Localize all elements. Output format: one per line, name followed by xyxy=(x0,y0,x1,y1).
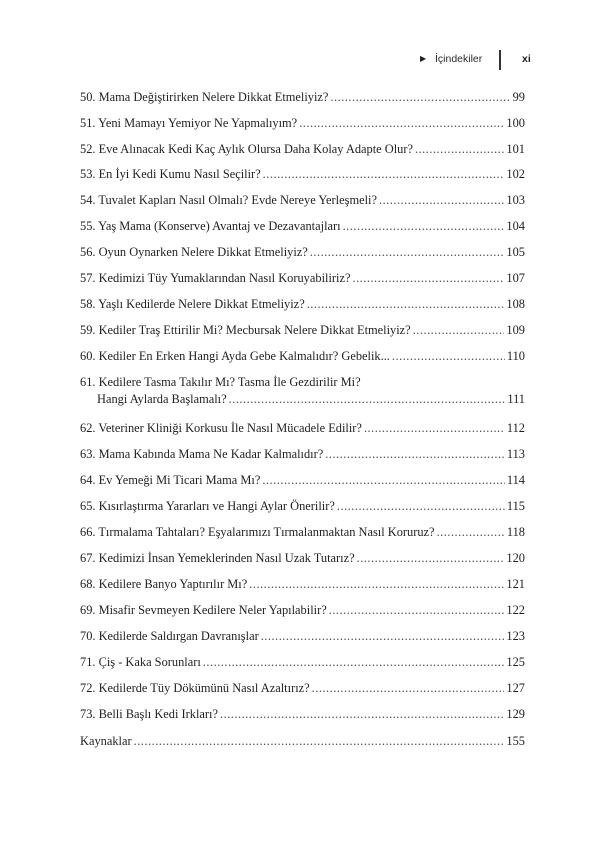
toc-entry-page: 101 xyxy=(506,142,525,156)
toc-entry[interactable] xyxy=(80,472,525,489)
leader-dots xyxy=(307,296,505,313)
toc-entry-page: 107 xyxy=(506,271,525,285)
leader-dots xyxy=(261,628,505,645)
toc-entry-title: 64. Ev Yemeği Mi Ticari Mama Mı? xyxy=(80,473,261,487)
toc-entry-page: 120 xyxy=(506,551,525,565)
toc-entry-title: 62. Veteriner Kliniği Korkusu İle Nasıl Mücadele Edilir? xyxy=(80,421,362,435)
toc-entry-page: 109 xyxy=(506,323,525,337)
toc-entry[interactable] xyxy=(80,244,525,261)
leader-dots xyxy=(357,550,505,567)
leader-dots xyxy=(330,89,510,106)
toc-entry[interactable] xyxy=(80,498,525,515)
toc-entry-title: 55. Yaş Mama (Konserve) Avantaj ve Dezavantajları xyxy=(80,219,341,233)
toc-entry-title: 67. Kedimizi İnsan Yemeklerinden Nasıl Uzak Tutarız? xyxy=(80,551,355,565)
toc-entry-page: 118 xyxy=(506,525,525,539)
toc-entry-page: 121 xyxy=(506,577,525,591)
section-title: İçindekiler xyxy=(435,53,483,65)
toc-entry[interactable] xyxy=(80,115,525,132)
triangle-right-icon: ▶ xyxy=(420,54,427,63)
toc-entry-page: 125 xyxy=(506,655,525,669)
toc-entry-title-continued: Hangi Aylarda Başlamalı? xyxy=(97,392,227,406)
toc-entry-page: 115 xyxy=(506,499,525,513)
header-divider xyxy=(499,50,501,70)
toc-entry-title: 70. Kedilerde Saldırgan Davranışlar xyxy=(80,629,259,643)
toc-entry-page: 112 xyxy=(506,421,525,435)
toc-entry-page: 104 xyxy=(506,219,525,233)
toc-entry[interactable] xyxy=(80,550,525,567)
toc-entry-page: 155 xyxy=(506,734,525,748)
page-number: xi xyxy=(522,53,531,65)
toc-entry[interactable] xyxy=(80,654,525,671)
toc-entry[interactable] xyxy=(80,524,525,541)
toc-entry-title: 53. En İyi Kedi Kumu Nasıl Seçilir? xyxy=(80,167,261,181)
toc-entry-page: 99 xyxy=(512,90,525,104)
leader-dots xyxy=(352,270,504,287)
toc-entry[interactable] xyxy=(80,576,525,593)
leader-dots xyxy=(263,166,505,183)
toc-entry-title: 59. Kediler Traş Ettirilir Mi? Mecbursak Nelere Dikkat Etmeliyiz? xyxy=(80,323,411,337)
leader-dots xyxy=(337,498,505,515)
toc-entry-page: 108 xyxy=(506,297,525,311)
toc-entry[interactable] xyxy=(80,270,525,287)
toc-entry-title: 56. Oyun Oynarken Nelere Dikkat Etmeliyiz? xyxy=(80,245,308,259)
toc-entry-page: 100 xyxy=(506,116,525,130)
toc-entry-title: 58. Yaşlı Kedilerde Nelere Dikkat Etmeliyiz? xyxy=(80,297,305,311)
leader-dots xyxy=(325,446,505,463)
toc-entry-title: 60. Kediler En Erken Hangi Ayda Gebe Kalmalıdır? Gebelik... xyxy=(80,349,390,363)
toc-entry-page: 114 xyxy=(506,473,525,487)
toc-entry-page: 122 xyxy=(506,603,525,617)
toc-entry-title: 71. Çiş - Kaka Sorunları xyxy=(80,655,201,669)
toc-entry[interactable] xyxy=(80,706,525,723)
toc-entry-title: 63. Mama Kabında Mama Ne Kadar Kalmalıdır? xyxy=(80,447,324,461)
toc-entry-page: 105 xyxy=(506,245,525,259)
leader-dots xyxy=(262,472,505,489)
toc-entry-title: 57. Kedimizi Tüy Yumaklarından Nasıl Koruyabiliriz? xyxy=(80,271,351,285)
toc-entry[interactable] xyxy=(80,348,525,365)
toc-entry-page: 103 xyxy=(506,193,525,207)
leader-dots xyxy=(312,680,505,697)
toc-entry-page: 110 xyxy=(506,349,525,363)
toc-entry-title: 51. Yeni Mamayı Yemiyor Ne Yapmalıyım? xyxy=(80,116,298,130)
leader-dots xyxy=(249,576,504,593)
toc-entry-page: 129 xyxy=(506,707,525,721)
toc-entry[interactable] xyxy=(80,680,525,697)
leader-dots xyxy=(437,524,505,541)
toc-entry[interactable] xyxy=(80,446,525,463)
leader-dots xyxy=(392,348,505,365)
toc-entry-page: 123 xyxy=(506,629,525,643)
toc-entry[interactable] xyxy=(80,602,525,619)
toc-entry-title: 54. Tuvalet Kapları Nasıl Olmalı? Evde Nereye Yerleşmeli? xyxy=(80,193,377,207)
toc-entry[interactable] xyxy=(80,322,525,339)
toc-entry-title: 50. Mama Değiştirirken Nelere Dikkat Etmeliyiz? xyxy=(80,90,329,104)
toc-entry-title: 69. Misafir Sevmeyen Kedilere Neler Yapılabilir? xyxy=(80,603,327,617)
leader-dots xyxy=(329,602,505,619)
toc-entry-page: 113 xyxy=(506,447,525,461)
toc-entry[interactable] xyxy=(80,141,525,158)
toc-entry[interactable] xyxy=(80,733,525,750)
toc-entry[interactable] xyxy=(80,296,525,313)
toc-entry[interactable] xyxy=(80,374,525,408)
toc-entry[interactable] xyxy=(80,166,525,183)
toc-entry-title: Kaynaklar xyxy=(80,734,132,748)
toc-entry[interactable] xyxy=(80,628,525,645)
toc-entry-title: 66. Tırmalama Tahtaları? Eşyalarımızı Tırmalanmaktan Nasıl Koruruz? xyxy=(80,525,435,539)
leader-dots xyxy=(134,733,505,750)
toc-entry-title: 72. Kedilerde Tüy Dökümünü Nasıl Azaltırız? xyxy=(80,681,310,695)
toc-entry[interactable] xyxy=(80,192,525,209)
toc-entry[interactable] xyxy=(80,420,525,437)
toc-entry-title: 52. Eve Alınacak Kedi Kaç Aylık Olursa Daha Kolay Adapte Olur? xyxy=(80,142,413,156)
leader-dots xyxy=(379,192,504,209)
toc-entry-title: 68. Kedilere Banyo Yaptırılır Mı? xyxy=(80,577,248,591)
toc-entry-page: 111 xyxy=(507,392,525,406)
leader-dots xyxy=(229,391,506,408)
leader-dots xyxy=(220,706,504,723)
toc-entry[interactable] xyxy=(80,218,525,235)
leader-dots xyxy=(310,244,505,261)
leader-dots xyxy=(413,322,505,339)
running-header xyxy=(0,50,610,72)
toc-entry-title: 61. Kedilere Tasma Takılır Mı? Tasma İle Gezdirilir Mi? xyxy=(80,375,361,389)
toc-entry[interactable] xyxy=(80,89,525,106)
toc-entry-title: 65. Kısırlaştırma Yararları ve Hangi Aylar Önerilir? xyxy=(80,499,335,513)
leader-dots xyxy=(364,420,505,437)
leader-dots xyxy=(415,141,504,158)
toc-entry-title: 73. Belli Başlı Kedi Irkları? xyxy=(80,707,218,721)
leader-dots xyxy=(343,218,505,235)
toc-entry-page: 102 xyxy=(506,167,525,181)
toc-entry-page: 127 xyxy=(506,681,525,695)
leader-dots xyxy=(299,115,504,132)
leader-dots xyxy=(203,654,505,671)
